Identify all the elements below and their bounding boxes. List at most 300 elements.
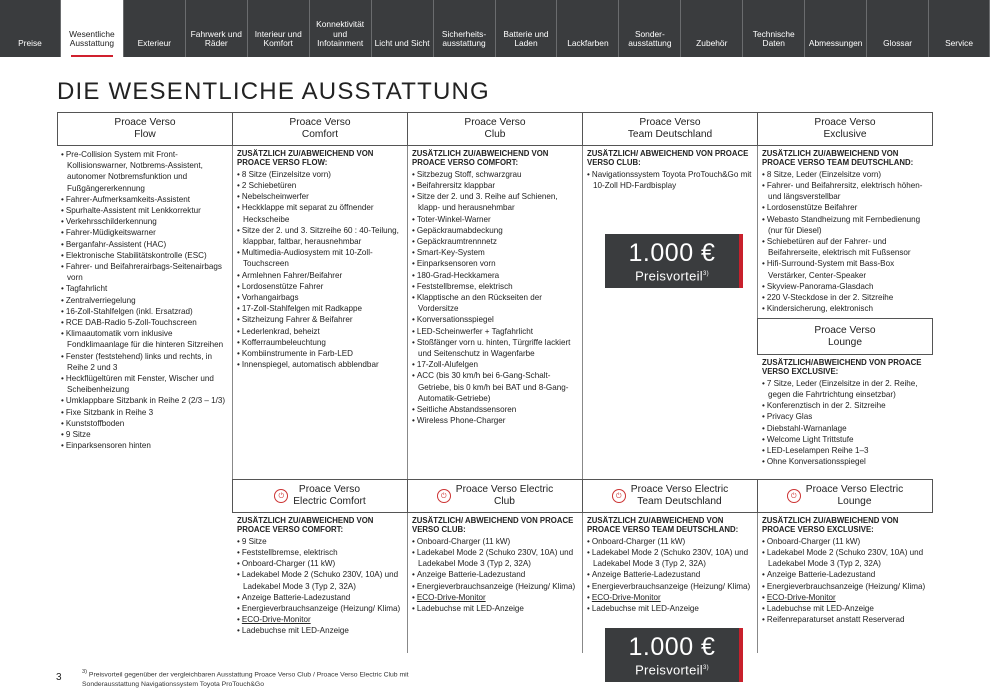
feature-text: Vorhangairbags [241,293,299,303]
feature-item [237,314,405,325]
feature-item [412,326,580,337]
header-team-line2: Team Deutschland [627,129,713,140]
feature-text: Onboard-Charger (11 kW) [416,536,511,546]
header-exclusive-line2: Exclusive [823,129,867,140]
feature-item [237,225,405,247]
nav-tab-14[interactable] [867,0,929,57]
column-divider [757,513,758,653]
feature-item [412,337,580,359]
feature-item [237,191,405,202]
nav-tab-2[interactable] [124,0,186,57]
column-intro: ZUSÄTZLICH ZU/ABWEICHEND VON PROACE VERSO COMFORT: [412,149,549,168]
column-intro: ZUSÄTZLICH ZU/ABWEICHEND VON PROACE VERSO COMFORT: [237,516,374,535]
plug-icon: ⏻ [437,489,451,503]
feature-item [61,373,229,395]
column-intro: ZUSÄTZLICH ZU/ABWEICHEND VON PROACE VERSO TEAM DEUTSCHLAND: [587,516,739,535]
feature-item [762,445,932,456]
feature-list [587,536,755,614]
nav-tab-label: Glossar [883,38,913,49]
column-intro: ZUSÄTZLICH ZU/ABWEICHEND VON PROACE VERSO FLOW: [237,149,374,168]
feature-text: Wireless Phone-Charger [416,416,506,426]
nav-tab-13[interactable] [805,0,867,57]
feature-text: Lederlenkrad, beheizt [241,326,320,336]
feature-item [762,236,932,258]
feature-item [61,351,229,373]
feature-text: Kombiinstrumente in Farb-LED [241,349,353,359]
header-e-team-line1: Proace Verso Electric [630,484,729,495]
feature-item [61,216,229,227]
feature-item [412,236,580,247]
feature-item [412,191,580,213]
feature-item [412,547,580,569]
feature-text: Energieverbrauchsanzeige (Heizung/ Klima) [591,581,751,591]
feature-text: Einparksensoren hinten [65,441,151,451]
column-divider [407,513,408,653]
feature-text: Konferenztisch in der 2. Sitzreihe [766,401,886,411]
feature-text: Kindersicherung, elektronisch [766,304,874,314]
feature-text: Ladebuchse mit LED-Anzeige [416,604,524,614]
feature-text: Klapptische an den Rückseiten der Vordersitze [416,293,542,314]
feature-item [412,270,580,281]
feature-item [762,547,932,569]
feature-item [412,214,580,225]
column-e-lounge [762,516,932,625]
nav-tab-10[interactable] [619,0,681,57]
feature-item [237,625,405,636]
footnote-ref: 3) [82,669,88,675]
feature-item [61,317,229,328]
feature-item [61,194,229,205]
feature-item [762,603,932,614]
feature-text: Schiebetüren auf der Fahrer- und Beifahrerseite, elektrisch mit Fußsensor [766,237,911,258]
feature-item [762,169,932,180]
header-flow [57,112,233,146]
feature-item [237,337,405,348]
feature-text: Webasto Standheizung mit Fernbedienung (nur für Diesel) [766,214,921,235]
nav-tab-label: Service [945,38,973,49]
plug-icon: ⏻ [274,489,288,503]
feature-text: Heckklappe mit separat zu öffnender Heckscheibe [241,203,374,224]
header-e-lounge-line2: Lounge [837,496,872,507]
feature-item [762,214,932,236]
feature-text: Ladebuchse mit LED-Anzeige [766,604,874,614]
column-lounge [762,358,932,467]
feature-item [412,536,580,547]
column-e-comfort [237,516,405,637]
nav-tab-7[interactable] [434,0,496,57]
feature-item [762,456,932,467]
feature-text: Energieverbrauchsanzeige (Heizung/ Klima) [241,604,401,614]
header-lounge [757,318,933,355]
plug-icon: ⏻ [787,489,801,503]
feature-item [412,180,580,191]
feature-text: Sitzheizung Fahrer & Beifahrer [241,315,353,325]
feature-text: Kofferraumbeleuchtung [241,337,326,347]
feature-text: Fahrer-Müdigkeitswarner [65,228,156,238]
feature-item [412,404,580,415]
feature-item [762,180,932,202]
feature-text: Nebelscheinwerfer [241,192,309,202]
column-divider [232,146,233,479]
feature-item [237,326,405,337]
feature-item [237,569,405,591]
feature-text: Smart-Key-System [416,248,485,258]
feature-item [61,250,229,261]
feature-item [237,536,405,547]
price-advantage-badge [605,628,743,682]
column-intro: ZUSÄTZLICH/ ABWEICHEND VON PROACE VERSO CLUB: [587,149,749,168]
nav-tab-label: Lackfarben [567,38,609,49]
feature-item [61,261,229,283]
page-number: 3 [56,672,62,683]
header-e-comfort-line1: Proace Verso [298,484,361,495]
column-divider [407,146,408,479]
feature-item [762,411,932,422]
feature-text: Privacy Glas [766,412,813,422]
column-divider [757,146,758,318]
column-intro: ZUSÄTZLICH/ABWEICHEND VON PROACE VERSO EXCLUSIVE: [762,358,922,377]
column-club [412,149,580,426]
feature-text: Onboard-Charger (11 kW) [766,536,861,546]
nav-tab-15[interactable] [929,0,990,57]
price-label: Preisvorteil [635,662,703,678]
page-title: DIE WESENTLICHE AUSSTATTUNG [57,78,490,105]
header-exclusive-line1: Proace Verso [814,117,876,128]
nav-tab-0[interactable] [0,0,61,57]
feature-text: Feststellbremse, elektrisch [241,548,338,558]
header-club [407,112,583,146]
feature-item [237,348,405,359]
nav-tab-label: Technische Daten [752,28,795,49]
feature-item [61,283,229,294]
feature-item [587,603,755,614]
feature-item [412,359,580,370]
feature-item [762,569,932,580]
feature-text: ACC (bis 30 km/h bei 6-Gang-Schalt-Getriebe, bis 0 km/h bei BAT und 8-Gang-Automatik-Getriebe) [416,371,569,403]
feature-item [412,415,580,426]
feature-item [412,569,580,580]
feature-text: ECO-Drive-Monitor [766,592,836,602]
column-divider [582,513,583,653]
feature-text: Verkehrsschilderkennung [65,217,157,227]
feature-item [61,328,229,350]
column-intro: ZUSÄTZLICH/ ABWEICHEND VON PROACE VERSO CLUB: [412,516,574,535]
feature-text: Multimedia-Audiosystem mit 10-Zoll-Touchscreen [241,248,373,269]
feature-text: Armlehnen Fahrer/Beifahrer [241,270,343,280]
feature-text: Tagfahrlicht [65,284,108,294]
feature-text: 16-Zoll-Stahlfelgen (inkl. Ersatzrad) [65,306,193,316]
feature-item [412,247,580,258]
feature-text: 17-Zoll-Alufelgen [416,360,479,370]
nav-tab-8[interactable] [496,0,558,57]
nav-tab-6[interactable] [372,0,434,57]
feature-item [762,434,932,445]
feature-item [762,378,932,400]
feature-item [762,614,932,625]
feature-text: Pre-Collision System mit Front-Kollisionswarner, Notbrems-Assistent, autonomer Notbremsfunktion und Fußgängererkennung [65,150,203,193]
feature-text: Fenster (feststehend) links und rechts, in Reihe 2 und 3 [65,351,213,372]
feature-item [587,592,755,603]
feature-text: Fahrer- und Beifahrerairbags-Seitenairbags vorn [65,262,222,283]
feature-text: Anzeige Batterie-Ladezustand [416,570,526,580]
nav-tab-5[interactable] [310,0,372,57]
feature-text: Zentralverriegelung [65,295,136,305]
feature-item [237,281,405,292]
feature-item [237,603,405,614]
feature-item [237,180,405,191]
nav-tab-label: Konnektivität und Infotainment [316,19,365,49]
feature-item [762,581,932,592]
feature-item [762,281,932,292]
feature-item [61,395,229,406]
feature-text: Sitze der 2. und 3. Reihe auf Schienen, klapp- und herausnehmbar [416,192,558,213]
nav-tab-label: Sicherheits-ausstattung [441,28,487,49]
nav-tab-label: Zubehör [696,38,728,49]
feature-list [412,536,580,614]
nav-tab-label: Fahrwerk und Räder [190,28,242,49]
price-amount: 1.000 € [628,239,716,267]
feature-text: ECO-Drive-Monitor [416,592,486,602]
feature-list [587,169,755,191]
feature-text: ECO-Drive-Monitor [241,615,311,625]
nav-tab-label: Batterie und Laden [503,28,549,49]
feature-item [237,558,405,569]
top-navigation [0,0,990,57]
nav-tab-label: Interieur und Komfort [254,28,302,49]
feature-item [61,227,229,238]
feature-text: Onboard-Charger (11 kW) [241,559,336,569]
feature-item [412,292,580,314]
header-club-line2: Club [484,129,506,140]
header-comfort-line2: Comfort [301,129,339,140]
feature-text: LED-Scheinwerfer + Tagfahrlicht [416,326,533,336]
feature-text: 8 Sitze (Einzelsitze vorn) [241,169,331,179]
price-amount: 1.000 € [628,633,716,661]
feature-text: Stoßfänger vorn u. hinten, Türgriffe lackiert und Seitenschutz in Wagenfarbe [416,337,571,359]
feature-item [237,270,405,281]
header-e-team [582,479,758,513]
feature-item [762,400,932,411]
feature-text: Elektronische Stabilitätskontrolle (ESC) [65,250,207,260]
feature-text: Energieverbrauchsanzeige (Heizung/ Klima) [766,581,926,591]
feature-item [412,281,580,292]
header-e-lounge-line1: Proace Verso Electric [805,484,904,495]
feature-text: Fixe Sitzbank in Reihe 3 [65,407,154,417]
nav-tab-12[interactable] [743,0,805,57]
feature-text: Lordosenstütze Fahrer [241,281,324,291]
feature-text: Kunststoffboden [65,418,125,428]
feature-text: Fahrer-Aufmerksamkeits-Assistent [65,194,190,204]
feature-item [61,429,229,440]
feature-text: Toter-Winkel-Warner [416,214,491,224]
feature-item [412,314,580,325]
feature-text: Fahrer- und Beifahrersitz, elektrisch höhen- und längsverstellbar [766,181,923,202]
feature-text: Innenspiegel, automatisch abblendbar [241,360,379,370]
nav-tab-4[interactable] [248,0,310,57]
feature-item [237,202,405,224]
column-e-club [412,516,580,614]
feature-item [61,149,229,194]
feature-list [762,536,932,626]
feature-item [237,592,405,603]
feature-item [61,418,229,429]
feature-item [237,303,405,314]
nav-tab-label: Sonder-ausstattung [628,28,672,49]
feature-item [237,359,405,370]
feature-item [412,169,580,180]
feature-text: Seitliche Abstandssensoren [416,405,517,415]
footnote-text: Preisvorteil gegenüber der vergleichbaren Ausstattung Proace Verso Club / Proace Verso Electric Club mit Sonderausstattung Navigationssystem Toyota ProTouch&Go [82,671,409,689]
nav-tab-label: Wesentliche Ausstattung [69,28,115,49]
price-advantage-badge [605,234,743,288]
column-exclusive [762,149,932,314]
feature-text: Lordosenstütze Beifahrer [766,203,858,213]
feature-text: ECO-Drive-Monitor [591,592,661,602]
feature-text: Ladebuchse mit LED-Anzeige [591,604,699,614]
feature-item [237,292,405,303]
feature-item [61,440,229,451]
feature-item [587,547,755,569]
nav-tab-3[interactable] [186,0,248,57]
column-intro: ZUSÄTZLICH ZU/ABWEICHEND VON PROACE VERSO TEAM DEUTSCHLAND: [762,149,914,168]
feature-item [587,536,755,547]
feature-list [412,169,580,427]
nav-tab-label: Abmessungen [808,38,863,49]
feature-list [61,149,229,451]
feature-item [587,169,755,191]
header-club-line1: Proace Verso [464,117,526,128]
feature-item [237,547,405,558]
feature-text: Anzeige Batterie-Ladezustand [766,570,876,580]
feature-text: 180-Grad-Heckkamera [416,270,500,280]
feature-item [762,592,932,603]
feature-text: Ladekabel Mode 2 (Schuko 230V, 10A) und Ladekabel Mode 3 (Typ 2, 32A) [591,548,749,569]
feature-text: Energieverbrauchsanzeige (Heizung/ Klima) [416,581,576,591]
feature-item [61,239,229,250]
price-footnote-ref: 3) [702,665,709,671]
feature-item [237,247,405,269]
nav-tab-9[interactable] [557,0,619,57]
feature-item [412,258,580,269]
feature-text: Diebstahl-Warnanlage [766,423,847,433]
column-e-team [587,516,755,614]
column-intro: ZUSÄTZLICH ZU/ABWEICHEND VON PROACE VERSO EXCLUSIVE: [762,516,899,535]
feature-item [61,407,229,418]
feature-text: RCE DAB-Radio 5-Zoll-Touchscreen [65,318,197,328]
feature-item [587,581,755,592]
feature-list [237,169,405,371]
feature-item [412,370,580,404]
plug-icon: ⏻ [612,489,626,503]
header-team-line1: Proace Verso [639,117,701,128]
feature-text: Ohne Konversationsspiegel [766,457,866,467]
feature-text: Gepäckraumabdeckung [416,225,503,235]
nav-tab-label: Exterieur [137,38,172,49]
feature-item [61,306,229,317]
header-e-club-line2: Club [494,496,515,507]
feature-text: 9 Sitze [65,430,91,440]
feature-text: Heckflügeltüren mit Fenster, Wischer und Scheibenheizung [65,374,214,395]
active-tab-indicator [71,55,113,57]
header-e-club [407,479,583,513]
header-e-team-line2: Team Deutschland [637,496,722,507]
feature-text: Sitze der 2. und 3. Sitzreihe 60 : 40-Teilung, klappbar, faltbar, herausnehmbar [241,225,399,247]
header-lounge-line1: Proace Verso [814,324,876,336]
price-footnote-ref: 3) [702,271,709,277]
feature-text: Umklappbare Sitzbank in Reihe 2 (2/3 – 1/3) [65,396,226,406]
feature-text: Ladekabel Mode 2 (Schuko 230V, 10A) und Ladekabel Mode 3 (Typ 2, 32A) [416,548,574,569]
feature-text: Gepäckraumtrennnetz [416,237,497,247]
price-label: Preisvorteil [635,268,703,284]
feature-item [412,592,580,603]
feature-text: Ladekabel Mode 2 (Schuko 230V, 10A) und Ladekabel Mode 3 (Typ 2, 32A) [241,570,399,591]
feature-item [412,581,580,592]
header-e-comfort-line2: Electric Comfort [293,496,366,507]
feature-text: Skyview-Panorama-Glasdach [766,281,874,291]
feature-item [762,258,932,280]
feature-text: Konversationsspiegel [416,315,494,325]
feature-text: Anzeige Batterie-Ladezustand [591,570,701,580]
header-comfort [232,112,408,146]
feature-text: 9 Sitze [241,536,267,546]
header-team [582,112,758,146]
feature-item [762,303,932,314]
feature-text: Spurhalte-Assistent mit Lenkkorrektur [65,206,201,216]
header-e-club-line1: Proace Verso Electric [455,484,554,495]
nav-tab-label: Preise [18,38,42,49]
feature-text: Welcome Light Trittstufe [766,434,854,444]
header-lounge-line2: Lounge [828,336,862,348]
feature-list [762,169,932,315]
header-e-comfort [232,479,408,513]
feature-text: Ladebuchse mit LED-Anzeige [241,626,349,636]
feature-item [762,536,932,547]
feature-item [61,205,229,216]
feature-item [412,225,580,236]
feature-text: Beifahrersitz klappbar [416,181,496,191]
feature-list [237,536,405,637]
feature-list [762,378,932,468]
feature-text: 7 Sitze, Leder (Einzelsitze in der 2. Reihe, gegen die Fahrtrichtung einsetzbar) [766,378,918,400]
column-team [587,149,755,191]
feature-text: Anzeige Batterie-Ladezustand [241,592,351,602]
header-e-lounge [757,479,933,513]
feature-text: 8 Sitze, Leder (Einzelsitze vorn) [766,169,882,179]
feature-text: 17-Zoll-Stahlfelgen mit Radkappe [241,304,362,314]
feature-text: Feststellbremse, elektrisch [416,281,513,291]
header-flow-line2: Flow [134,129,156,140]
nav-tab-label: Licht und Sicht [374,38,430,49]
nav-tab-11[interactable] [681,0,743,57]
feature-item [762,292,932,303]
feature-item [587,569,755,580]
feature-item [762,202,932,213]
nav-tab-1[interactable] [61,0,124,57]
footnote [82,667,442,690]
feature-text: Einparksensoren vorn [416,259,496,269]
feature-item [237,169,405,180]
feature-text: Navigationssystem Toyota ProTouch&Go mit 10-Zoll HD-Fardbisplay [591,169,752,191]
feature-text: 2 Schiebetüren [241,181,297,191]
feature-item [762,423,932,434]
feature-text: Hifi-Surround-System mit Bass-Box Verstärker, Center-Speaker [766,259,895,280]
feature-text: Sitzbezug Stoff, schwarzgrau [416,169,522,179]
feature-text: Klimaautomatik vorn inklusive Fondklimaanlage für die hinteren Sitzreihen [65,329,224,350]
header-exclusive [757,112,933,146]
feature-item [61,295,229,306]
feature-item [412,603,580,614]
feature-text: Reifenreparaturset anstatt Reserverad [766,615,905,625]
